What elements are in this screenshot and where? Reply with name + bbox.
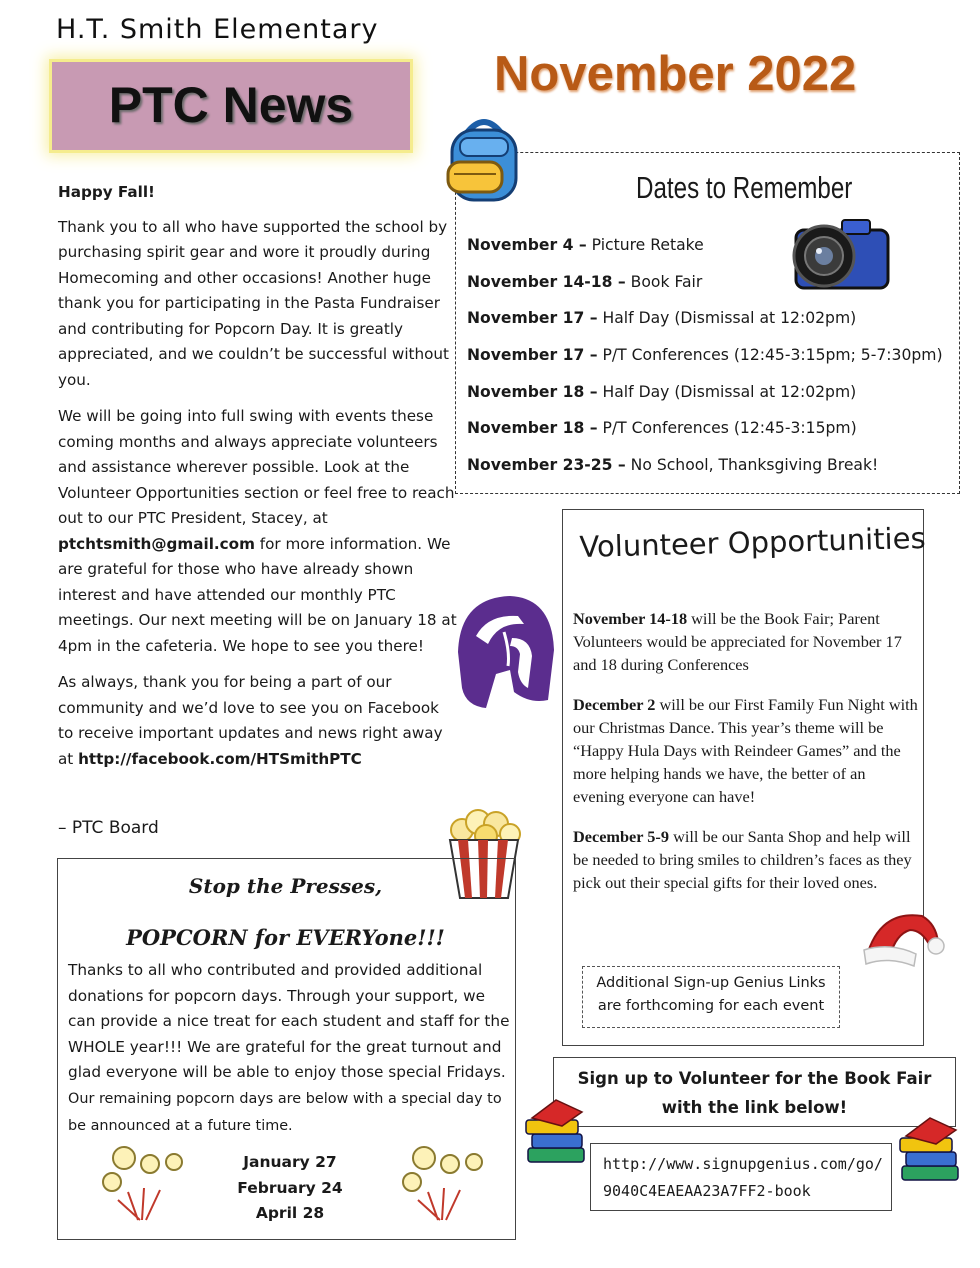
date-label: November 4 – xyxy=(467,236,587,254)
volunteer-text: will be our First Family Fun Night with our Christmas Dance. This year’s theme will be “Happy Hula Days with Reindeer Games” and the more helping hands we have, the better of an evening everyone can have! xyxy=(573,694,918,807)
greeting: Happy Fall! xyxy=(58,183,155,201)
volunteer-body xyxy=(573,607,918,910)
popcorn-dates xyxy=(215,1150,365,1227)
signup-genius-note xyxy=(582,966,840,1028)
date-label: November 23-25 – xyxy=(467,456,626,475)
date-item xyxy=(467,305,943,342)
volunteer-title: Volunteer Opportunities xyxy=(579,520,926,564)
popcorn-date: January 27 xyxy=(243,1153,337,1171)
signup-link-line-1[interactable]: http://www.signupgenius.com/go/ xyxy=(603,1155,883,1173)
volunteer-item xyxy=(573,693,918,809)
volunteer-date: November 14-18 xyxy=(573,609,688,628)
backpack-icon xyxy=(436,112,532,208)
note-line-1: Additional Sign-up Genius Links xyxy=(596,975,826,991)
note-line-2: are forthcoming for each event xyxy=(597,998,825,1014)
date-label: November 18 – xyxy=(467,419,598,438)
date-item xyxy=(467,379,943,416)
date-desc: P/T Conferences (12:45-3:15pm; 5-7:30pm) xyxy=(597,346,943,365)
volunteer-text: will be our Santa Shop and help will be needed to bring smiles to children’s faces as they pick out their special gifts for their loved ones. xyxy=(573,826,912,893)
popcorn-title-line-1: Stop the Presses, xyxy=(188,874,383,898)
date-label: November 18 – xyxy=(467,382,598,401)
facebook-link[interactable]: http://facebook.com/HTSmithPTC xyxy=(78,749,362,768)
volunteer-date: December 5-9 xyxy=(573,826,669,846)
books-stack-icon xyxy=(896,1114,964,1186)
intro-section xyxy=(58,180,458,783)
intro-paragraph-2 xyxy=(58,404,458,659)
popcorn-kernels-icon xyxy=(98,1142,190,1224)
popcorn-body-text: Thanks to all who contributed and provided additional donations for popcorn days. Through your support, we can provide a nice treat for each student and staff for the WHOLE year!!! We are grateful for the great turnout and glad everyone will be able to enjoy those special Fridays. xyxy=(68,961,510,1082)
date-label: November 14-18 – xyxy=(467,272,626,291)
date-desc: No School, Thanksgiving Break! xyxy=(625,456,879,475)
date-item xyxy=(467,342,943,379)
popcorn-date: February 24 xyxy=(237,1178,343,1197)
volunteer-date: December 2 xyxy=(573,694,656,714)
intro-paragraph-2-text: We will be going into full swing with events these coming months and always appreciate volunteers and assistance wherever possible. Look at the Volunteer Opportunities section or feel free to reach out to our PTC President, Stacey, at xyxy=(58,407,455,527)
email-link[interactable]: ptchtsmith@gmail.com xyxy=(58,534,255,553)
intro-paragraph-3-text: As always, thank you for being a part of our community and we’d love to see you on Facebook to receive important updates and news right away at xyxy=(58,673,443,768)
signoff: – PTC Board xyxy=(58,818,159,838)
date-item xyxy=(467,452,943,489)
books-stack-icon xyxy=(522,1096,590,1168)
newsletter-title: PTC News xyxy=(108,77,354,133)
date-desc: P/T Conferences (12:45-3:15pm) xyxy=(597,419,857,438)
dates-title: Dates to Remember xyxy=(636,170,853,205)
date-desc: Half Day (Dismissal at 12:02pm) xyxy=(597,309,857,328)
school-name: H.T. Smith Elementary xyxy=(56,14,379,45)
volunteer-item xyxy=(573,825,918,895)
popcorn-body xyxy=(68,958,512,1139)
book-fair-line-2: with the link below! xyxy=(661,1098,848,1117)
date-item xyxy=(467,415,943,452)
popcorn-title-line-2: POPCORN for EVERYone!!! xyxy=(126,925,445,950)
volunteer-text: will be the Book Fair; Parent Volunteers would be appreciated for November 17 and 18 during Conferences xyxy=(573,609,902,675)
signup-link-line-2[interactable]: 9040C4EAEAA23A7FF2-book xyxy=(603,1182,811,1200)
volunteer-item xyxy=(573,607,918,677)
month-heading: November 2022 xyxy=(494,47,857,101)
date-label: November 17 – xyxy=(467,346,598,365)
intro-paragraph-2-cont: for more information. We are grateful for those who have already shown interest and have attended our monthly PTC meetings. Our next meeting will be on January 18 at 4pm in the cafeteria. We hope to see you there! xyxy=(58,534,457,655)
popcorn-body-text-small: Our remaining popcorn days are below with a special day to be announced at a future time. xyxy=(68,1090,502,1134)
santa-hat-icon xyxy=(860,906,946,970)
newsletter-title-banner xyxy=(52,62,410,150)
date-desc: Book Fair xyxy=(625,272,703,291)
date-desc: Half Day (Dismissal at 12:02pm) xyxy=(597,382,857,401)
intro-paragraph-1: Thank you to all who have supported the school by purchasing spirit gear and wore it proudly during Homecoming and other occasions! Another huge thank you for participating in the Pasta Fundraiser and contributing for Popcorn Day. It is greatly appreciated, and we couldn’t be successful without you. xyxy=(58,217,450,389)
intro-paragraph-3 xyxy=(58,670,458,772)
spartan-helmet-icon xyxy=(448,592,558,712)
camera-icon xyxy=(786,208,896,294)
popcorn-kernels-icon xyxy=(398,1142,490,1224)
date-desc: Picture Retake xyxy=(586,236,704,254)
popcorn-date: April 28 xyxy=(255,1204,325,1222)
date-label: November 17 – xyxy=(467,309,598,328)
book-fair-line-1: Sign up to Volunteer for the Book Fair xyxy=(577,1069,932,1088)
signup-link-box[interactable] xyxy=(590,1143,892,1211)
